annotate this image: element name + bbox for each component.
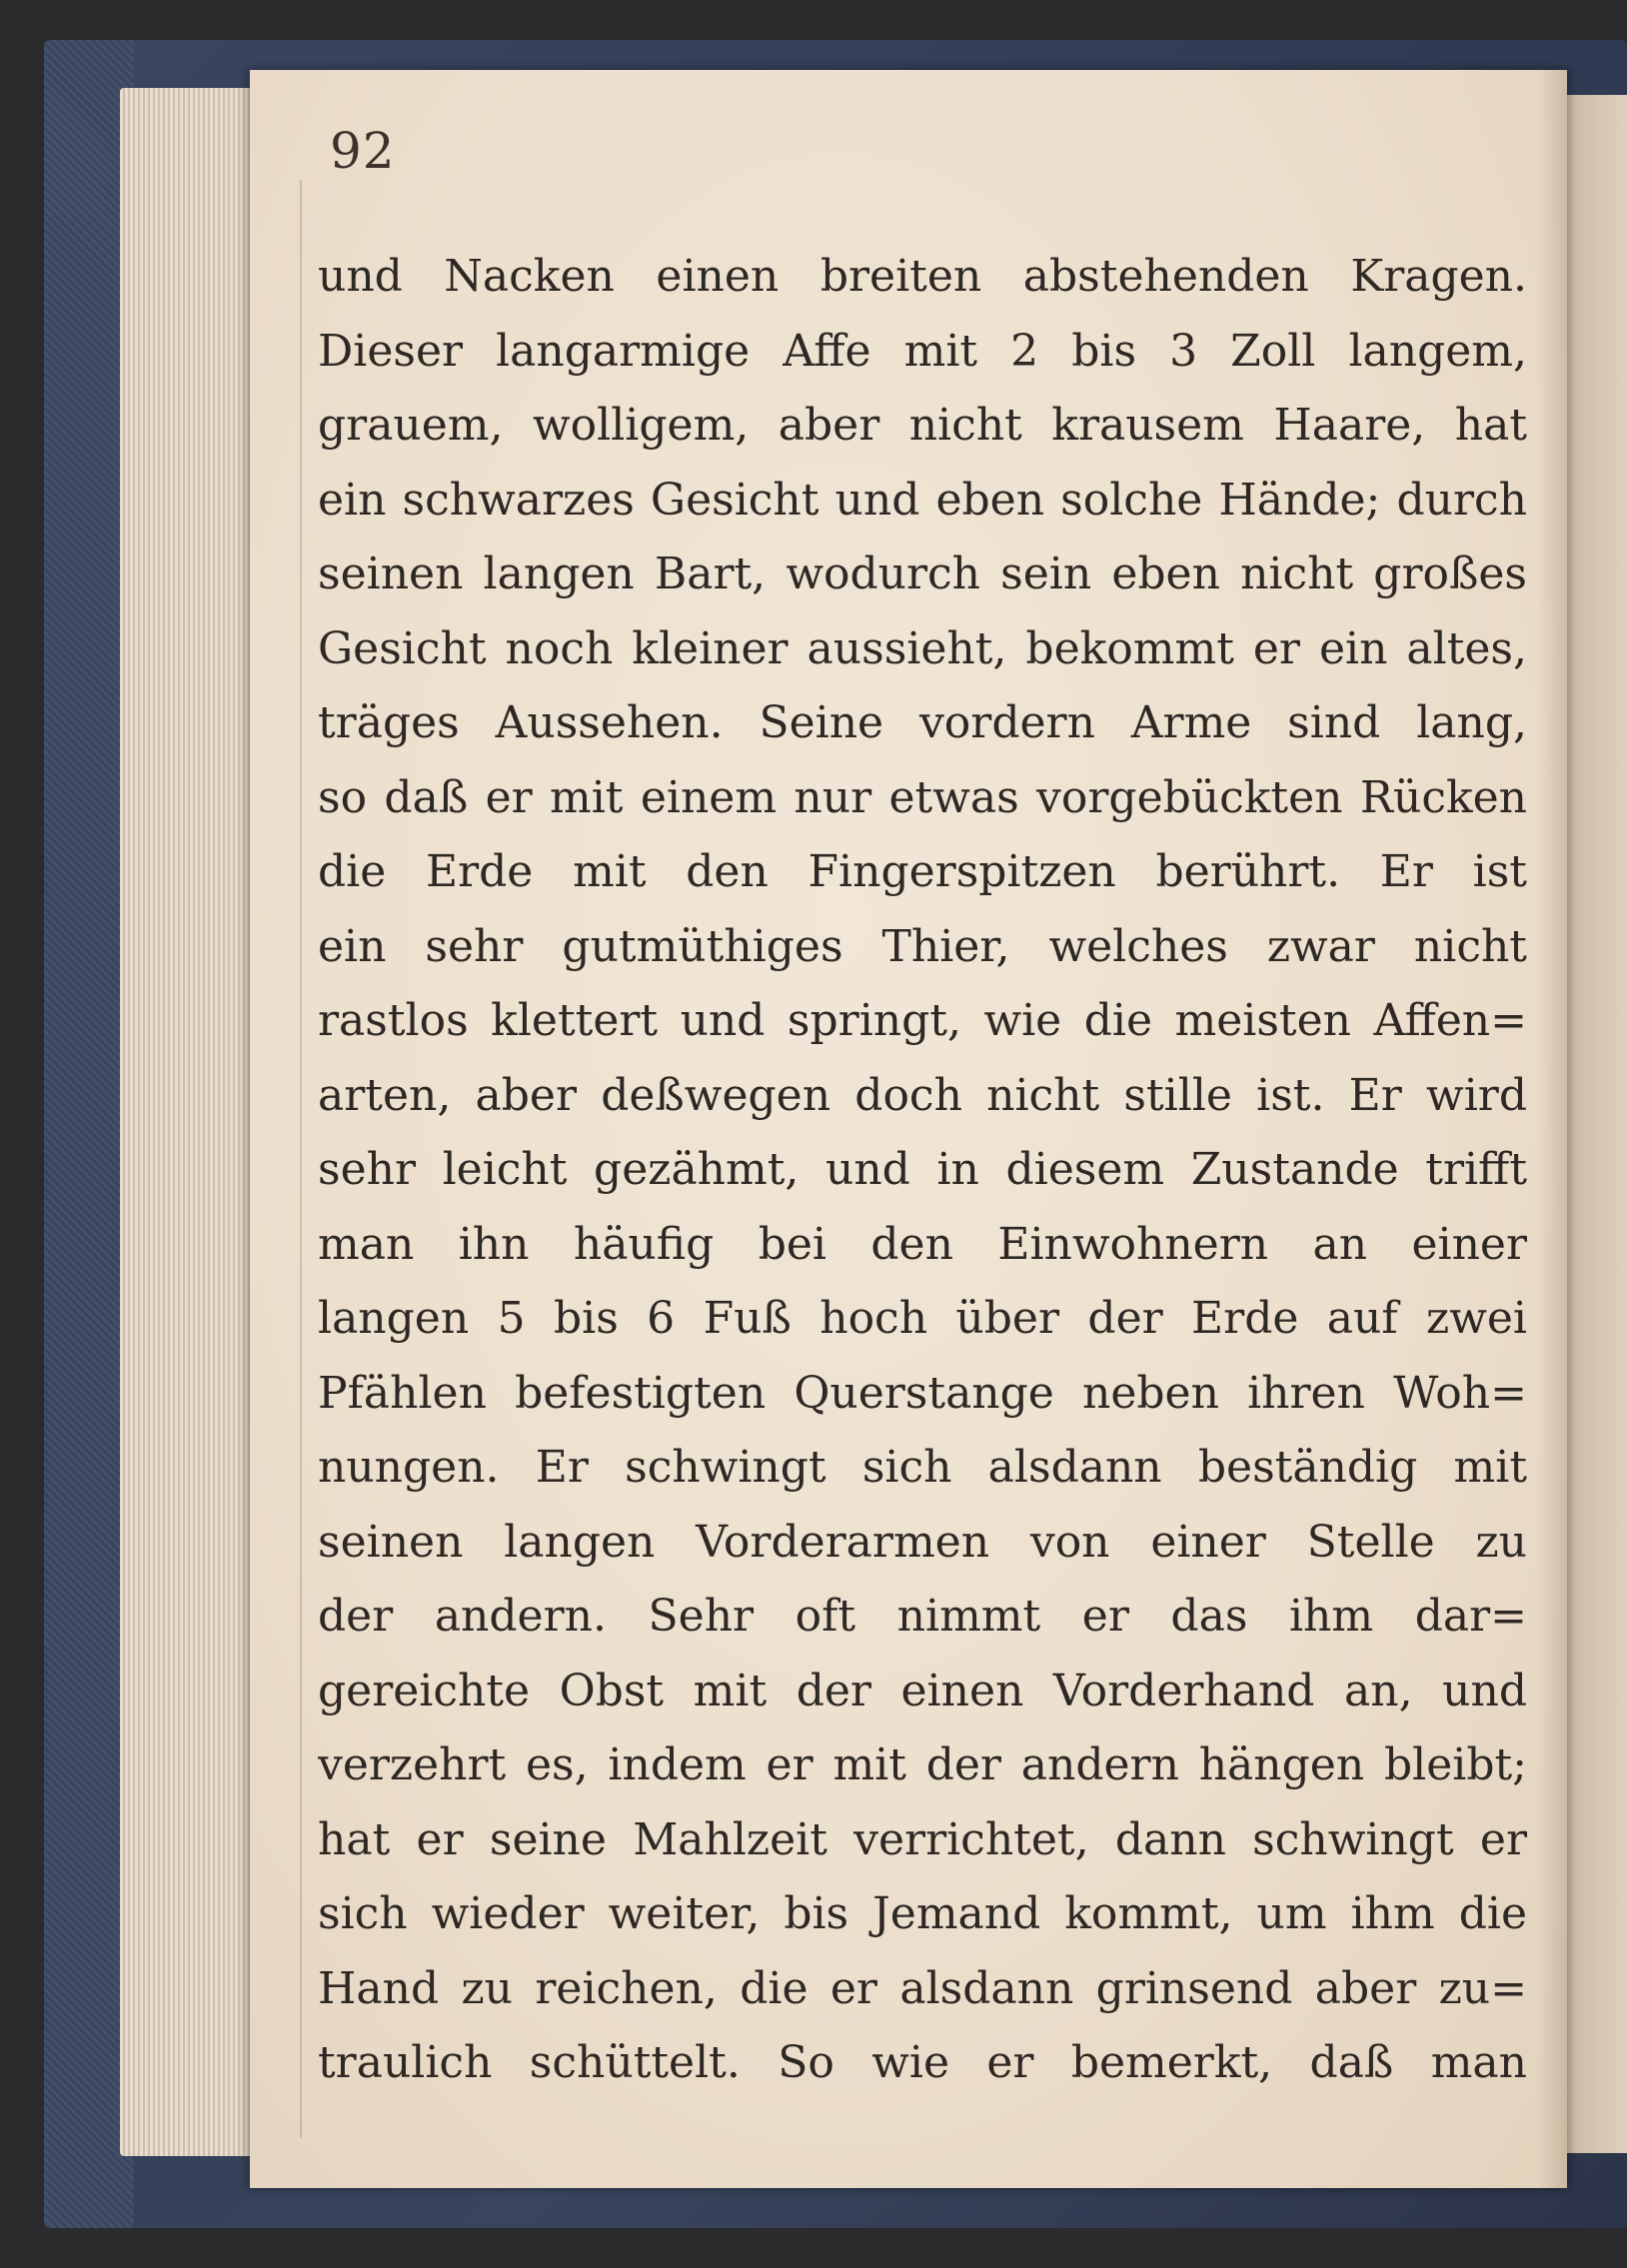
text-line: die Erde mit den Fingerspitzen berührt. Er ist: [318, 846, 1527, 897]
text-line: arten, aber deßwegen doch nicht stille ist. Er wird: [318, 1069, 1527, 1121]
text-line: nungen. Er schwingt sich alsdann beständig mit: [318, 1442, 1527, 1493]
text-line: seinen langen Vorderarmen von einer Stelle zu: [318, 1516, 1527, 1568]
text-line: ein sehr gutmüthiges Thier, welches zwar nicht: [318, 920, 1527, 972]
text-line: sich wieder weiter, bis Jemand kommt, um ihm die: [318, 1888, 1527, 1939]
text-line: langen 5 bis 6 Fuß hoch über der Erde auf zwei: [318, 1293, 1527, 1344]
page-text-body: [318, 240, 1527, 2101]
text-line: sehr leicht gezähmt, und in diesem Zustande trifft: [318, 1144, 1527, 1195]
text-line: der andern. Sehr oft nimmt er das ihm dar=: [318, 1591, 1527, 1642]
book-page: [250, 70, 1567, 2188]
text-line: Gesicht noch kleiner aussieht, bekommt er ein altes,: [318, 622, 1527, 674]
page-margin-rule: [300, 180, 302, 2138]
text-line: grauem, wolligem, aber nicht krausem Haare, hat: [318, 400, 1527, 451]
text-line: hat er seine Mahlzeit verrichtet, dann schwingt er: [318, 1813, 1527, 1865]
text-line: ein schwarzes Gesicht und eben solche Hände; durch: [318, 474, 1527, 526]
text-line: man ihn häufig bei den Einwohnern an einer: [318, 1218, 1527, 1270]
text-line: und Nacken einen breiten abstehenden Kragen.: [318, 251, 1527, 302]
text-line: traulich schüttelt. So wie er bemerkt, daß man: [318, 2037, 1527, 2088]
text-line: rastlos klettert und springt, wie die meisten Affen=: [318, 995, 1527, 1046]
text-line: Dieser langarmige Affe mit 2 bis 3 Zoll langem,: [318, 325, 1527, 377]
text-line: seinen langen Bart, wodurch sein eben nicht großes: [318, 549, 1527, 599]
text-line: gereichte Obst mit der einen Vorderhand an, und: [318, 1665, 1527, 1716]
text-line: träges Aussehen. Seine vordern Arme sind lang,: [318, 697, 1527, 748]
text-line: verzehrt es, indem er mit der andern hängen bleibt;: [318, 1739, 1527, 1790]
text-line: so daß er mit einem nur etwas vorgebückten Rücken: [318, 771, 1527, 823]
text-line: Pfählen befestigten Querstange neben ihren Woh=: [318, 1367, 1527, 1419]
text-line: Hand zu reichen, die er alsdann grinsend aber zu=: [318, 1962, 1527, 2014]
facing-page-edge: [1559, 95, 1627, 2153]
page-number: 92: [330, 122, 396, 180]
